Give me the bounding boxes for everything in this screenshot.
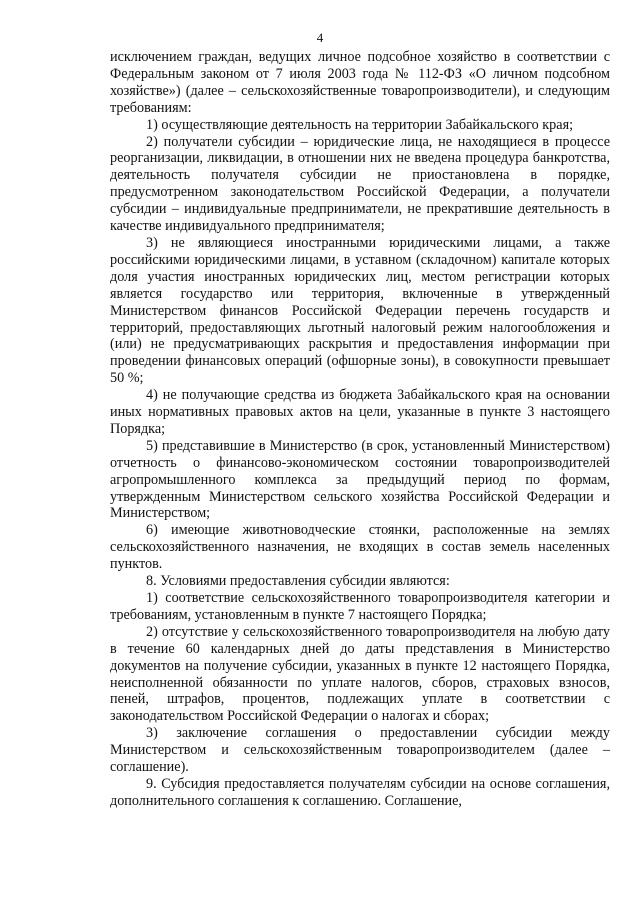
section-8-heading: 8. Условиями предоставления субсидии являются:	[146, 573, 450, 590]
section-9-paragraph: 9. Субсидия предоставляется получателям субсидии на основе соглашения, дополнительного соглашения к соглашению. Соглашение,	[110, 775, 610, 809]
page-number: 4	[316, 30, 324, 45]
list-item-2-legal-status: 2) получатели субсидии – юридические лица, не находящиеся в процессе реорганизации, ликвидации, в отношении них не введена процедура банкротства, деятельность получателя субсидии не приостановлена в порядке, предусмотренном законодательством Российской Федерации, а получатели субсидии – индивидуальные предприниматели, не прекратившие деятельность в качестве индивидуального предпринимателя;	[110, 133, 610, 235]
condition-1-compliance: 1) соответствие сельскохозяйственного товаропроизводителя категории и требованиям, установленным в пункте 7 настоящего Порядка;	[110, 590, 610, 623]
document-body	[110, 49, 610, 810]
condition-3-agreement: 3) заключение соглашения о предоставлении субсидии между Министерством и сельскохозяйственным товаропроизводителем (далее – соглашение).	[110, 725, 610, 776]
list-item-6-livestock-stations: 6) имеющие животноводческие стоянки, расположенные на землях сельскохозяйственного назначения, не входящих в состав земель населенных пунктов.	[110, 522, 610, 573]
list-item-1-territory: 1) осуществляющие деятельность на территории Забайкальского края;	[146, 116, 574, 133]
paragraph-continuation: исключением граждан, ведущих личное подсобное хозяйство в соответствии с Федеральным законом от 7 июля 2003 года № 112-ФЗ «О личном подсобном хозяйстве») (далее – сельскохозяйственные товаропроизводители), и следующим требованиям:	[110, 49, 610, 116]
list-item-4-budget-funds: 4) не получающие средства из бюджета Забайкальского края на основании иных нормативных правовых актов на цели, указанные в пункте 3 настоящего Порядка;	[110, 387, 610, 437]
condition-2-no-tax-debt: 2) отсутствие у сельскохозяйственного товаропроизводителя на любую дату в течение 60 календарных дней до даты представления в Министерство документов на получение субсидии, указанных в пункте 12 настоящего Порядка, неисполненной обязанности по уплате налогов, сборов, страховых взносов, пеней, штрафов, процентов, подлежащих уплате в соответствии с законодательством Российской Федерации о налогах и сборах;	[110, 623, 610, 725]
list-item-3-foreign-entities: 3) не являющиеся иностранными юридическими лицами, а также российскими юридическими лицами, в уставном (складочном) капитале которых доля участия иностранных юридических лиц, местом регистрации которых является государство или территория, включенные в утвержденный Министерством финансов Российской Федерации перечень государств и территорий, предоставляющих льготный налоговый режим налогообложения и (или) не предусматривающих раскрытия и предоставления информации при проведении финансовых операций (офшорные зоны), в совокупности превышает 50 %;	[110, 234, 610, 387]
list-item-5-reporting: 5) представившие в Министерство (в срок, установленный Министерством) отчетность о финансово-экономическом состоянии товаропроизводителей агропромышленного комплекса за предыдущий период по формам, утвержденным Министерством сельского хозяйства Российской Федерации и Министерством;	[110, 437, 610, 522]
